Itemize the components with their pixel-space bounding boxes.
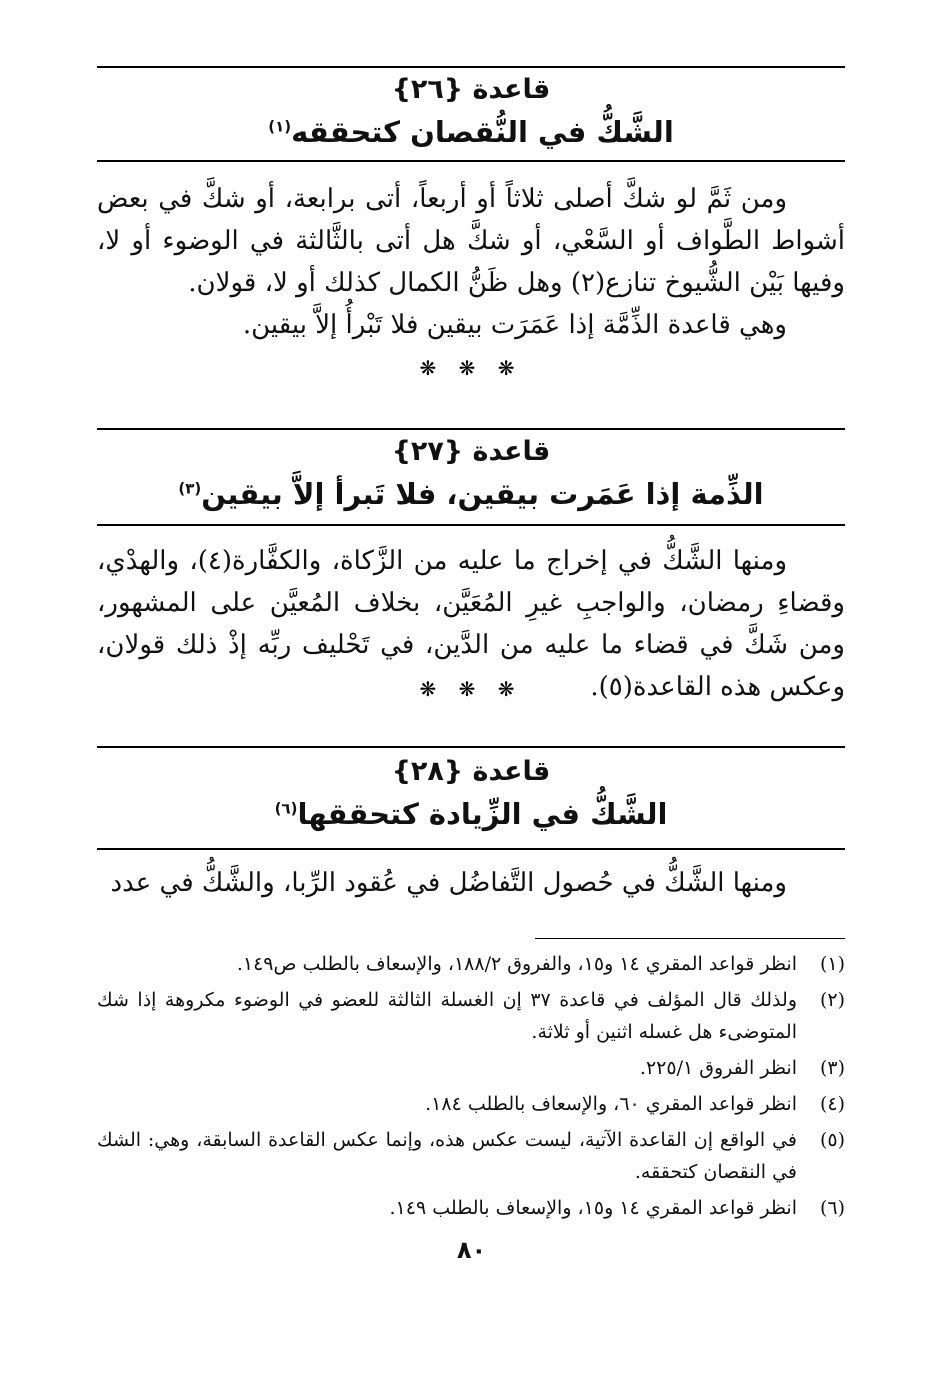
- separator-ornament: ❋ ❋ ❋: [419, 677, 523, 701]
- footnote: [97, 1052, 845, 1084]
- footnote: [97, 1088, 845, 1120]
- footnotes: [97, 948, 845, 1228]
- footnote-number: (٦): [819, 1197, 845, 1219]
- footnote: [97, 1124, 845, 1188]
- section-top-rule: [97, 428, 845, 430]
- footnote-text: ولذلك قال المؤلف في قاعدة ٣٧ إن الغسلة الثالثة للعضو في الوضوء مكروهة إذا شك المتوضىء هل غسله اثنين أو ثلاثة.: [97, 989, 797, 1043]
- footnote: [97, 948, 845, 980]
- section-body: [97, 862, 845, 904]
- footnote-text: انظر قواعد المقري ٦٠، والإسعاف بالطلب ١٨٤.: [425, 1093, 797, 1115]
- rule-number: قاعدة {٢٧}: [391, 436, 551, 467]
- footnote-number: (١): [819, 953, 845, 975]
- section-top-rule: [97, 66, 845, 68]
- rule-title: الشَّكُّ في الزِّيادة كتحققها$^{(٦)}$: [274, 797, 668, 831]
- section-top-rule: [97, 746, 845, 748]
- footnote-ref: (١): [268, 117, 292, 136]
- section-bottom-rule: [97, 524, 845, 526]
- footnote: [97, 984, 845, 1048]
- footnote-ref: (٣): [178, 479, 202, 498]
- footnote: [97, 1192, 845, 1224]
- footnote-ref: (٦): [274, 799, 298, 818]
- footnote-number: (٣): [819, 1057, 845, 1079]
- section-body: [97, 178, 845, 346]
- section-heading: [97, 432, 845, 516]
- section-heading: [97, 70, 845, 154]
- section-bottom-rule: [97, 848, 845, 850]
- footnote-text: انظر الفروق ٢٢٥/١.: [639, 1057, 797, 1079]
- paragraph: وهي قاعدة الذِّمَّة إذا عَمَرَت بيقين فلا تَبْرأُ إلاَّ بيقين.: [242, 310, 787, 340]
- rule-number: قاعدة {٢٨}: [391, 756, 551, 787]
- rule-number: قاعدة {٢٦}: [391, 74, 551, 105]
- footnote-text: انظر قواعد المقري ١٤ و١٥، والفروق ١٨٨/٢، والإسعاف بالطلب ص١٤٩.: [236, 953, 797, 975]
- separator-ornament: ❋ ❋ ❋: [419, 356, 523, 380]
- footnote-text: في الواقع إن القاعدة الآتية، ليست عكس هذه، وإنما عكس القاعدة السابقة، وهي: الشك في النقصان كتحققه.: [97, 1129, 797, 1183]
- paragraph: ومنها الشَّكُّ في حُصول التَّفاضُل في عُقود الرِّبا، والشَّكُّ في عدد: [110, 868, 787, 898]
- footnote-number: (٢): [819, 989, 845, 1011]
- page-number: ٨٠: [456, 1236, 487, 1264]
- section-heading: [97, 752, 845, 836]
- footnote-text: انظر قواعد المقري ١٤ و١٥، والإسعاف بالطلب ١٤٩.: [389, 1197, 797, 1219]
- section-bottom-rule: [97, 160, 845, 162]
- footnote-number: (٥): [819, 1129, 845, 1151]
- rule-title: الشَّكُّ في النُّقصان كتحققه$^{(١)}$: [268, 115, 674, 149]
- rule-title: الذِّمة إذا عَمَرت بيقين، فلا تَبرأ إلاَّ بيقين$^{(٣)}$: [178, 477, 764, 511]
- footnote-number: (٤): [819, 1093, 845, 1115]
- footnote-rule: [535, 938, 845, 939]
- paragraph: ومن ثَمَّ لو شكَّ أصلى ثلاثاً أو أربعاً، أتى برابعة، أو شكَّ في بعض أشواط الطَّواف أو السَّعْي، أو شكَّ هل أتى بالثَّالثة في الوضوء أو لا، وفيها بَيْن الشُّيوخ تنازع(٢) وهل ظَنُّ الكمال كذلك أو لا، قولان.: [97, 184, 845, 298]
- paragraph: ومنها الشَّكُّ في إخراج ما عليه من الزَّكاة، والكفَّارة(٤)، والهدْي، وقضاءِ رمضان، والواجبِ غيرِ المُعَيَّن، بخلاف المُعيَّن على المشهور، ومن شَكَّ في قضاء ما عليه من الدَّين، في تَحْليف ربِّه إذْ ذلك قولان، وعكس هذه القاعدة(٥).: [97, 546, 845, 702]
